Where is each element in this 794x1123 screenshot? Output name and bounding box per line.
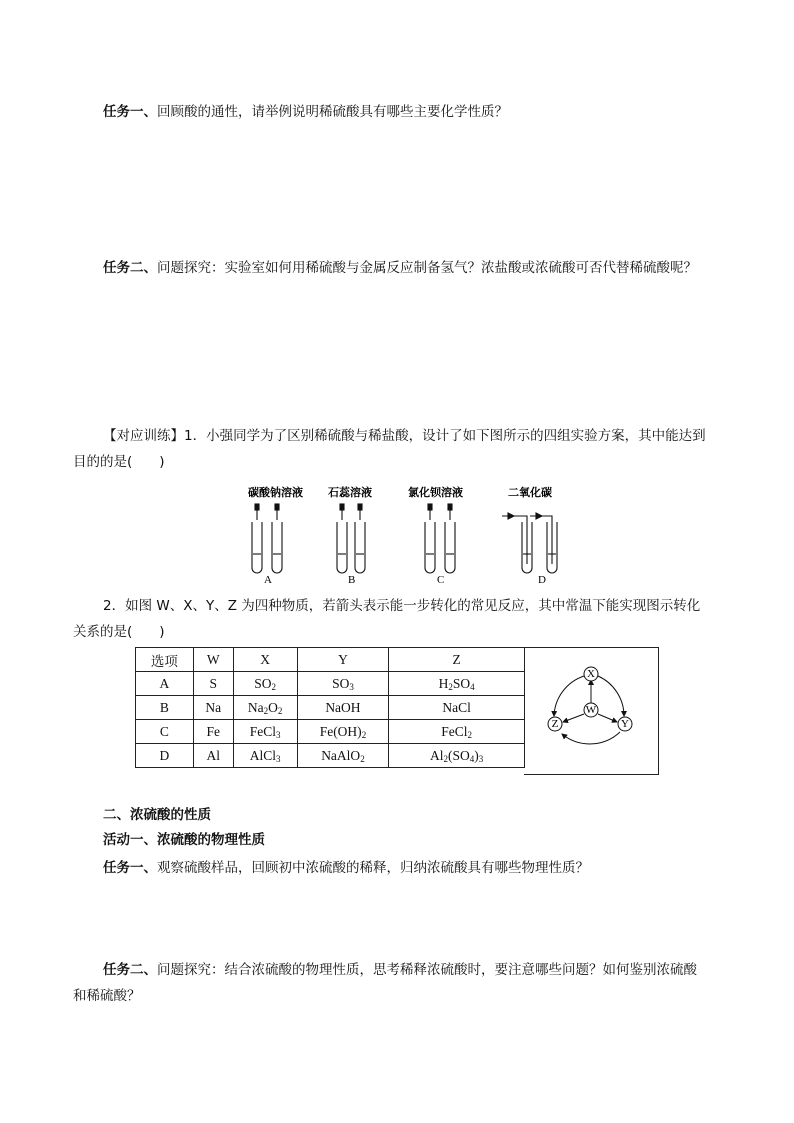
task-one-line (103, 101, 508, 123)
node-w: W (585, 704, 597, 716)
w-cell: Na (193, 696, 233, 720)
w-cell: Fe (193, 720, 233, 744)
task-prefix: 任务一、 (103, 104, 157, 120)
task-two-line (103, 257, 697, 279)
options-table (135, 647, 525, 768)
test-tube-group-c (425, 504, 455, 573)
fig-letter-c: C (437, 574, 445, 586)
header-cell: Z (389, 648, 525, 672)
table-header-row (136, 648, 525, 672)
question-one-text: 1．小强同学为了区别稀硫酸与稀盐酸，设计了如下图所示的四组实验方案，其中能达到 (184, 428, 706, 444)
task-text: 观察硫酸样品，回顾初中浓硫酸的稀释，归纳浓硫酸具有哪些物理性质？ (157, 860, 589, 876)
fig-letter-b: B (348, 574, 356, 586)
table-row (136, 720, 525, 744)
fig-letter-a: A (264, 574, 272, 586)
task-prefix: 任务一、 (103, 860, 157, 876)
node-x: X (587, 668, 595, 680)
z-cell: FeCl$_2$ (389, 720, 525, 744)
y-cell: $SO_3$ (297, 672, 389, 696)
option-cell: A (136, 672, 194, 696)
section-heading: 二、浓硫酸的性质 (103, 807, 211, 823)
question-two-text: 2．如图 W、X、Y、Z 为四种物质，若箭头表示能一步转化的常见反应，其中常温下能实现图示转化 (103, 598, 701, 614)
x-cell: AlCl$_3$ (233, 744, 297, 768)
table-row (136, 696, 525, 720)
task-one-line-2 (103, 857, 589, 879)
z-cell: NaCl (389, 696, 525, 720)
x-cell: FeCl$_3$ (233, 720, 297, 744)
header-cell: 选项 (136, 648, 194, 672)
test-tube-group-a (252, 504, 282, 573)
task-text: 问题探究：实验室如何用稀硫酸与金属反应制备氢气？浓盐酸或浓硫酸可否代替稀硫酸呢？ (157, 260, 697, 276)
node-y: Y (621, 718, 629, 730)
fig-label-barium-chloride: 氯化钡溶液 (408, 486, 463, 499)
fig-letter-d: D (538, 574, 546, 586)
y-cell: NaOH (297, 696, 389, 720)
conversion-diagram (524, 648, 658, 774)
option-cell: B (136, 696, 194, 720)
conversion-diagram-box (524, 647, 659, 775)
test-tube-group-b (337, 504, 365, 573)
test-tube-group-d (502, 513, 557, 573)
training-tag: 【对应训练】 (103, 428, 184, 444)
table-row (136, 744, 525, 768)
z-cell: $H_2SO_4$ (389, 672, 525, 696)
header-cell: X (233, 648, 297, 672)
option-cell: C (136, 720, 194, 744)
question-one (73, 423, 723, 475)
header-cell: Y (297, 648, 389, 672)
task-text-continued: 和稀硫酸？ (73, 988, 141, 1004)
question-one-continued: 目的的是( ) (73, 454, 165, 470)
fig-label-litmus: 石蕊溶液 (328, 486, 372, 499)
y-cell: NaAlO$_2$ (297, 744, 389, 768)
option-cell: D (136, 744, 194, 768)
x-cell: $SO_2$ (233, 672, 297, 696)
header-cell: W (193, 648, 233, 672)
w-cell: Al (193, 744, 233, 768)
x-cell: $Na_2O_2$ (233, 696, 297, 720)
node-z: Z (551, 718, 559, 730)
w-cell: S (193, 672, 233, 696)
task-prefix: 任务二、 (103, 260, 157, 276)
task-text: 问题探究：结合浓硫酸的物理性质，思考稀释浓硫酸时，要注意哪些问题？如何鉴别浓硫酸 (157, 962, 697, 978)
z-cell: $Al_2(SO_4)_3$ (389, 744, 525, 768)
question-two (73, 593, 733, 645)
table-row (136, 672, 525, 696)
fig-label-carbon-dioxide: 二氧化碳 (508, 486, 552, 499)
task-two-line-2 (73, 957, 733, 1009)
fig-label-sodium-carbonate: 碳酸钠溶液 (248, 486, 303, 499)
task-text: 回顾酸的通性，请举例说明稀硫酸具有哪些主要化学性质？ (157, 104, 508, 120)
activity-heading: 活动一、浓硫酸的物理性质 (103, 832, 265, 848)
task-prefix: 任务二、 (103, 962, 157, 978)
question-two-continued: 关系的是( ) (73, 624, 165, 640)
experiment-figure (240, 482, 580, 588)
y-cell: $Fe(OH)_2$ (297, 720, 389, 744)
